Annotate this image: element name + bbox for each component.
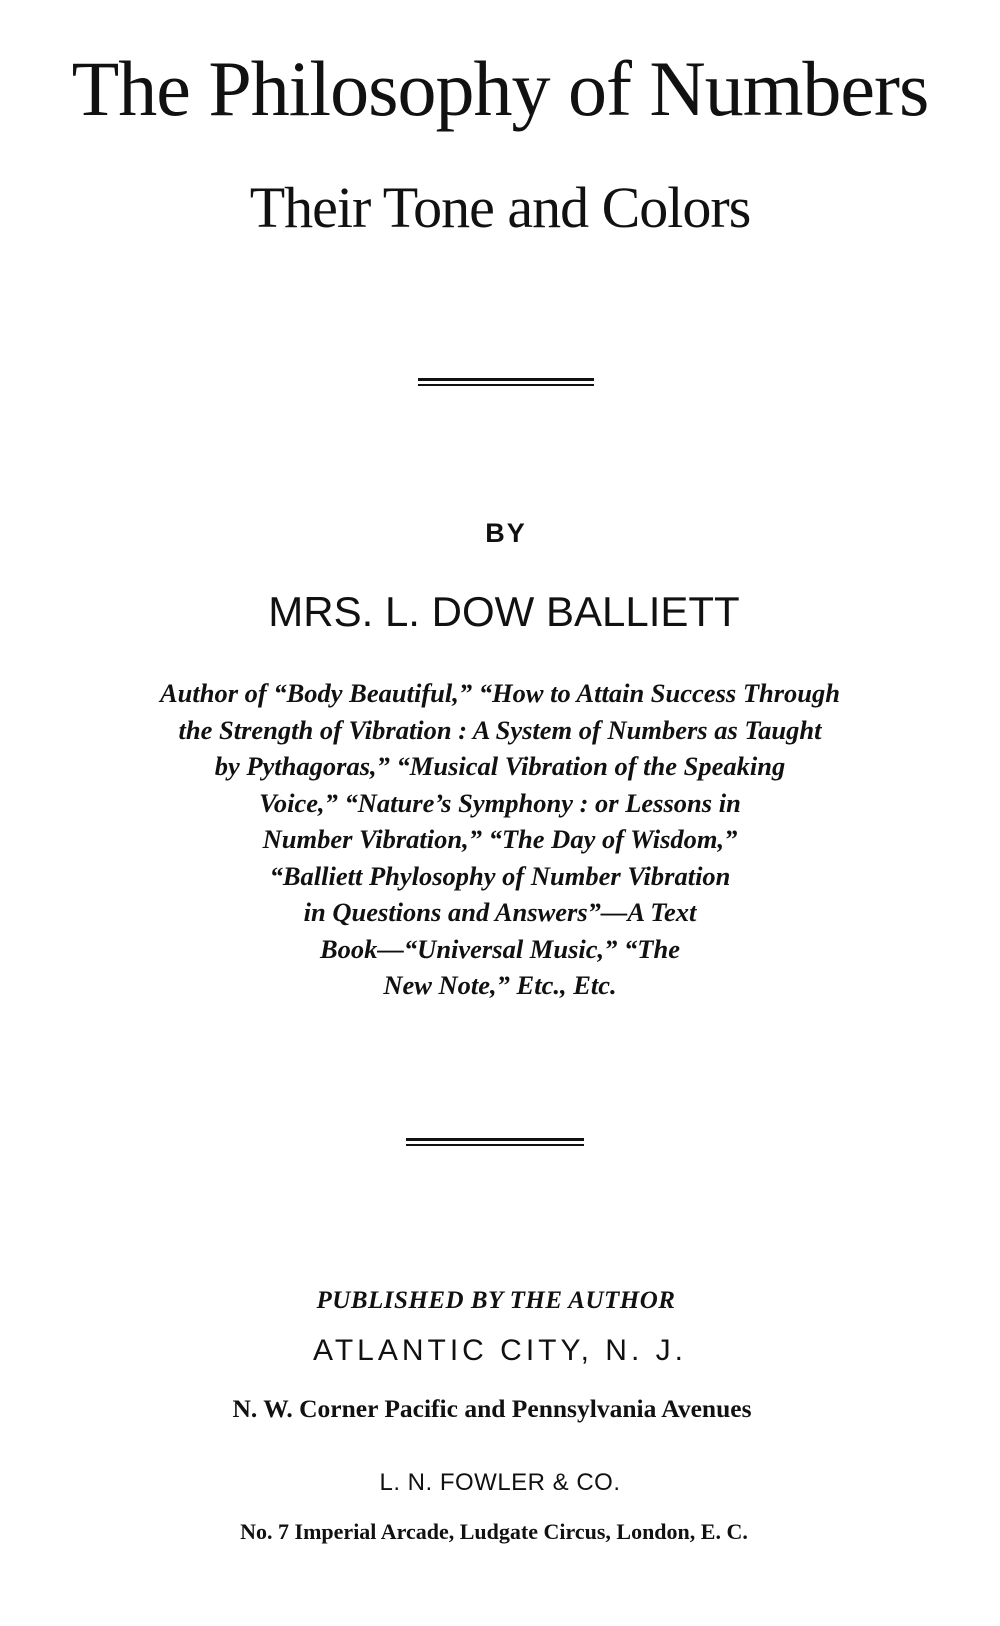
works-line: “Balliett Phylosophy of Number Vibration: [269, 860, 731, 891]
works-line: Number Vibration,” “The Day of Wisdom,”: [262, 824, 738, 854]
works-line: Voice,” “Nature’s Symphony : or Lessons in: [259, 787, 741, 818]
works-line: Book—“Universal Music,” “The: [320, 933, 680, 964]
double-rule-divider: [406, 1138, 584, 1148]
works-line: in Questions and Answers”—A Text: [303, 897, 697, 927]
book-title: The Philosophy of Numbers: [71, 45, 929, 132]
published-by-line: PUBLISHED BY THE AUTHOR: [316, 1287, 676, 1314]
works-line: Author of “Body Beautiful,” “How to Attain Success Through: [159, 678, 841, 708]
author-works-list: [0, 675, 1000, 1004]
by-label: BY: [485, 518, 527, 548]
publisher-address: N. W. Corner Pacific and Pennsylvania Avenues: [232, 1394, 752, 1423]
works-line: by Pythagoras,” “Musical Vibration of the Speaking: [214, 751, 786, 781]
double-rule-divider: [418, 378, 594, 388]
works-line: the Strength of Vibration : A System of Numbers as Taught: [178, 714, 822, 745]
works-line: New Note,” Etc., Etc.: [383, 970, 617, 1000]
author-name: MRS. L. DOW BALLIETT: [268, 588, 740, 635]
book-subtitle: Their Tone and Colors: [249, 175, 751, 240]
publication-city: ATLANTIC CITY, N. J.: [313, 1334, 687, 1367]
publisher-name: L. N. FOWLER & CO.: [379, 1469, 621, 1496]
london-address: No. 7 Imperial Arcade, Ludgate Circus, London, E. C.: [240, 1519, 748, 1544]
